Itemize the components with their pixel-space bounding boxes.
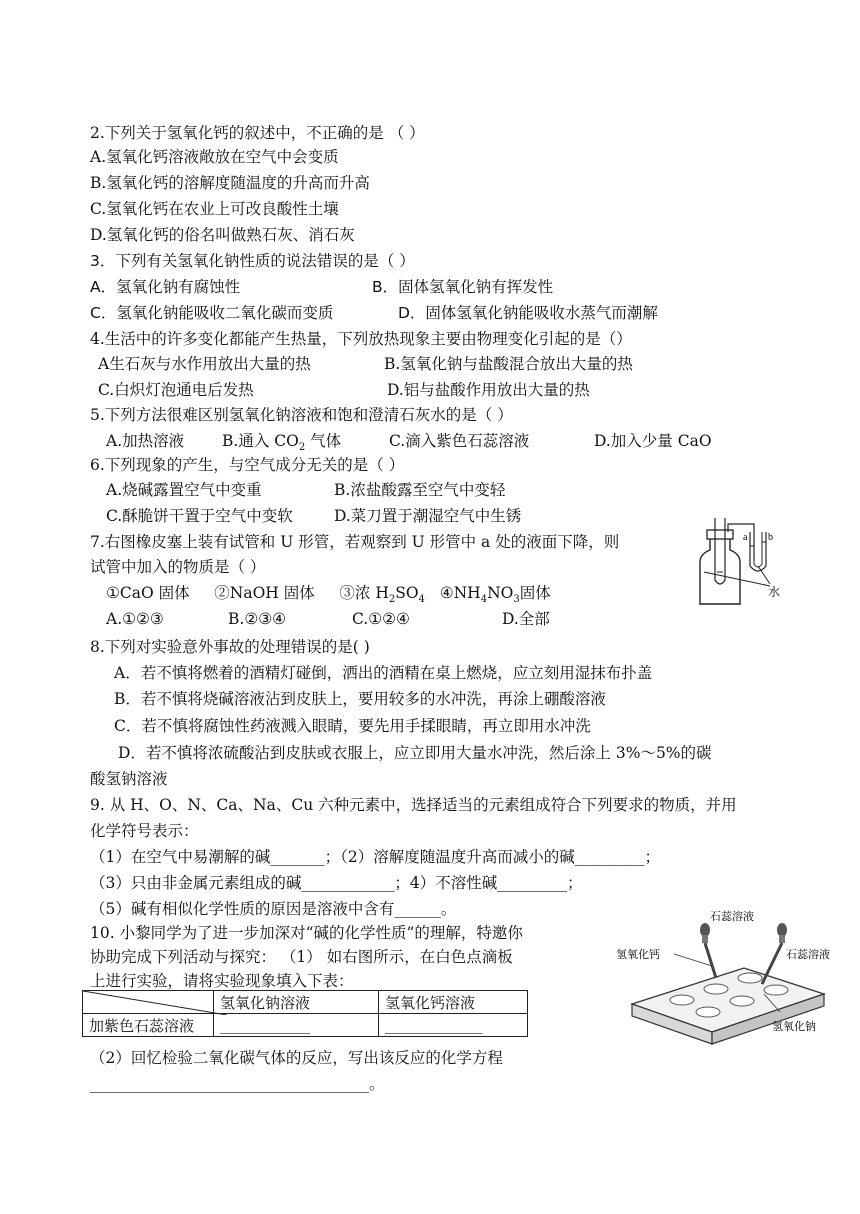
q6-option-b: B.浓盐酸露至空气中变轻	[334, 481, 506, 499]
q5-option-a: A.加热溶液	[106, 432, 185, 450]
q6-option-c: C.酥脆饼干置于空气中变软	[106, 507, 293, 525]
q4-option-d: D.铝与盐酸作用放出大量的热	[387, 381, 590, 399]
table-header-row	[83, 991, 528, 1014]
q10-line1: 10. 小黎同学为了进一步加深对“碱的化学性质”的理解，特邀你	[90, 924, 523, 942]
q8-stem: 8.下列对实验意外事故的处理错误的是( )	[90, 638, 370, 656]
q8-option-b: B．若不慎将烧碱溶液沾到皮肤上，要用较多的水冲洗，再涂上硼酸溶液	[114, 690, 606, 708]
q10-results-table	[82, 990, 528, 1037]
diagonal-line	[83, 991, 227, 1015]
q3-option-d: D．固体氢氧化钠能吸收水蒸气而潮解	[398, 304, 658, 322]
fig-label-litmus-left: 石蕊溶液	[710, 910, 754, 923]
q5-stem: 5.下列方法很难区别氢氧化钠溶液和饱和澄清石灰水的是（ ）	[90, 406, 513, 424]
q7-stem-line1: 7.右图橡皮塞上装有试管和 U 形管，若观察到 U 形管中 a 处的液面下降，则	[90, 533, 620, 551]
q10-line3: 上进行实验，请将实验现象填入下表：	[90, 972, 354, 990]
table-cell-naoh[interactable]: ____________	[214, 1014, 379, 1037]
q10-spot-plate-figure	[612, 908, 840, 1048]
table-row-label: 加紫色石蕊溶液	[83, 1014, 214, 1037]
q7-items: ①CaO 固体 ②NaOH 固体 ③浓 $H_2SO_4$ $④NH_4NO_3$固体	[106, 584, 551, 606]
q7-option-b: B.②③④	[228, 610, 287, 628]
q10-line5: ____________________________________。	[90, 1075, 385, 1093]
dropper-left-icon	[700, 923, 716, 978]
q7-option-c: C.①②④	[352, 610, 410, 628]
q2-option-b: B.氢氧化钙的溶解度随温度的升高而升高	[90, 174, 370, 192]
q2-option-d: D.氢氧化钙的俗名叫做熟石灰、消石灰	[90, 226, 355, 244]
q7-fig-label-b: b	[768, 532, 773, 543]
q9-stem-line2: 化学符号表示：	[90, 822, 199, 840]
q8-option-a: A．若不慎将燃着的酒精灯碰倒，洒出的酒精在桌上燃烧，应立刻用湿抹布扑盖	[114, 664, 653, 682]
q7-apparatus-figure	[688, 510, 788, 610]
q9-line3: （5）碱有相似化学性质的原因是溶液中含有______。	[90, 900, 457, 918]
q5-option-c: C.滴入紫色石蕊溶液	[389, 432, 530, 450]
q8-option-d-line2: 酸氢钠溶液	[90, 770, 168, 788]
q9-line1: （1）在空气中易潮解的碱_______；（2）溶解度随温度升高而减小的碱_________；	[90, 848, 660, 866]
q6-stem: 6.下列现象的产生，与空气成分无关的是（ ）	[90, 456, 405, 474]
table-row	[83, 1014, 528, 1037]
q8-option-c: C．若不慎将腐蚀性药液溅入眼睛，要先用手揉眼睛，再立即用水冲洗	[114, 717, 591, 735]
q7-fig-label-water: 水	[768, 585, 781, 599]
q7-fig-label-a: a	[743, 532, 748, 543]
q5-option-b: B.通入 $CO_2$ 气体	[222, 432, 342, 454]
table-header-naoh: 氢氧化钠溶液	[214, 991, 379, 1014]
q3-option-c: C．氢氧化钠能吸收二氧化碳而变质	[90, 304, 334, 322]
q4-option-c: C.白炽灯泡通电后发热	[98, 381, 254, 399]
fig-label-litmus-right: 石蕊溶液	[786, 948, 830, 961]
q8-option-d-line1: D．若不慎将浓硫酸沾到皮肤或衣服上，应立即用大量水冲洗，然后涂上 3%～5%的碳	[118, 744, 712, 762]
q3-option-a: A．氢氧化钠有腐蚀性	[90, 278, 241, 296]
table-corner-cell	[83, 991, 214, 1014]
q3-stem: 3．下列有关氢氧化钠性质的说法错误的是（ ）	[90, 252, 415, 270]
q7-stem-line2: 试管中加入的物质是（ ）	[90, 558, 266, 576]
q10-line2: 协助完成下列活动与探究： （1） 如右图所示，在白色点滴板	[90, 948, 513, 966]
q4-option-a: A生石灰与水作用放出大量的热	[98, 355, 311, 373]
fig-label-naoh: 氢氧化钠	[772, 1020, 816, 1033]
q7-option-a: A.①②③	[106, 610, 164, 628]
q9-stem-line1: 9. 从 H、O、N、Ca、Na、Cu 六种元素中，选择适当的元素组成符合下列要求的物质，并用	[90, 796, 737, 814]
q9-line2: （3）只由非金属元素组成的碱____________；4）不溶性碱_________；	[90, 874, 583, 892]
q3-option-b: B．固体氢氧化钠有挥发性	[372, 278, 554, 296]
q2-option-a: A.氢氧化钙溶液敞放在空气中会变质	[90, 148, 339, 166]
q6-option-a: A.烧碱露置空气中变重	[106, 481, 262, 499]
q6-option-d: D.菜刀置于潮湿空气中生锈	[334, 507, 522, 525]
q4-stem: 4.生活中的许多变化都能产生热量，下列放热现象主要由物理变化引起的是（）	[90, 330, 632, 348]
q2-stem: 2.下列关于氢氧化钙的叙述中，不正确的是 （ ）	[90, 124, 425, 142]
table-header-caoh: 氢氧化钙溶液	[379, 991, 528, 1014]
q4-option-b: B.氢氧化钠与盐酸混合放出大量的热	[384, 355, 633, 373]
dropper-right-icon	[762, 923, 787, 984]
fig-label-caoh: 氢氧化钙	[616, 948, 660, 961]
q5-option-d: D.加入少量 CaO	[594, 432, 712, 450]
q2-option-c: C.氢氧化钙在农业上可改良酸性土壤	[90, 200, 339, 218]
table-cell-caoh[interactable]: _____________	[379, 1014, 528, 1037]
q10-line4: （2）回忆检验二氧化碳气体的反应，写出该反应的化学方程	[90, 1049, 503, 1067]
q7-option-d: D.全部	[502, 610, 550, 628]
